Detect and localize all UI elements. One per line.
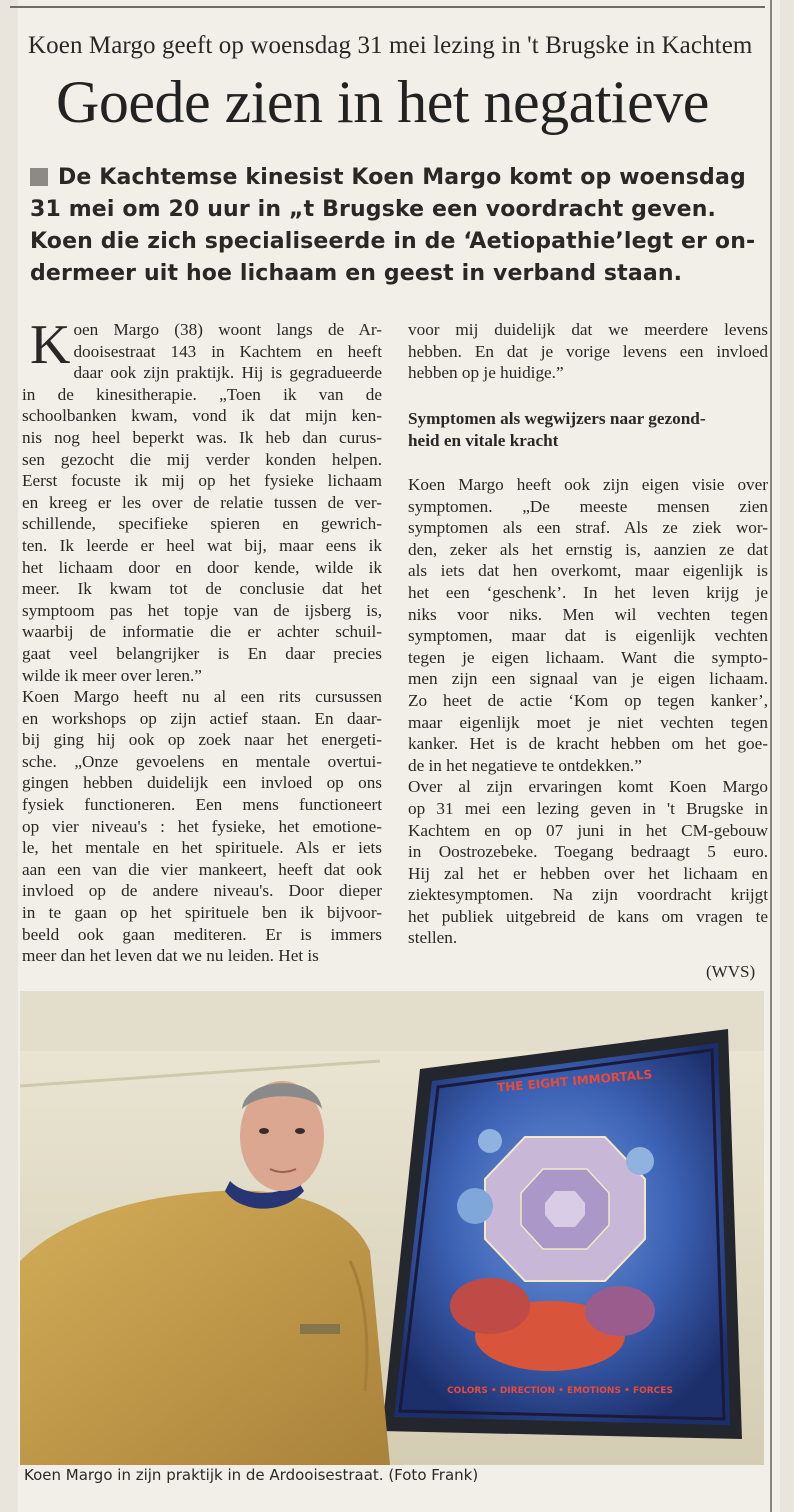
body-line: in te gaan op het spirituele ben ik bijvoor- bbox=[22, 903, 382, 923]
body-line: in de kinesitherapie. „Toen ik van de bbox=[22, 384, 382, 404]
body-column-1 bbox=[22, 314, 382, 967]
body-line: symptomen als een straf. Als ze ziek wor- bbox=[408, 518, 768, 538]
body-line: op vier niveau's : het fysieke, het emotione- bbox=[22, 816, 382, 836]
body-line: hebben. En dat je vorige levens een invloed bbox=[408, 341, 768, 361]
body-line: gingen hebben duidelijk een invloed op ons bbox=[22, 773, 382, 793]
lead-line: De Kachtemse kinesist Koen Margo komt op woensdag bbox=[58, 165, 746, 190]
lead-line: Koen die zich specialiseerde in de ‘Aetiopathie’legt er on- bbox=[30, 229, 756, 254]
body-line: schillende, specifieke spieren en gewrich- bbox=[22, 514, 382, 534]
body-line: het een ‘geschenk’. In het leven krijg je bbox=[408, 582, 768, 602]
body-line: wilde ik meer over leren.” bbox=[22, 665, 202, 685]
body-line: le, het mentale en het spirituele. Als er iets bbox=[22, 838, 382, 858]
body-line: Koen Margo heeft ook zijn eigen visie over bbox=[408, 475, 768, 494]
column-rule bbox=[770, 0, 772, 1512]
body-line: maar eigenlijk moet je niet vechten tegen bbox=[408, 712, 768, 732]
body-line: dooisestraat 143 in Kachtem en heeft bbox=[73, 341, 382, 361]
photo-caption: Koen Margo in zijn praktijk in de Ardooisestraat. (Foto Frank) bbox=[24, 1466, 479, 1484]
body-line: het publiek uitgebreid de kans om vragen te bbox=[408, 906, 768, 926]
body-line: symptomen, maar dat is eigenlijk vechten bbox=[408, 626, 768, 646]
body-line: schoolbanken kwam, vond ik dat mijn ken- bbox=[22, 406, 382, 426]
poster-title: THE EIGHT IMMORTALS bbox=[496, 1067, 653, 1095]
photo-illustration bbox=[20, 991, 764, 1465]
body-line: Koen Margo heeft nu al een rits cursussen bbox=[22, 687, 382, 707]
body-line: gaat veel belangrijker is En daar precies bbox=[22, 643, 382, 663]
body-line: oen Margo (38) woont langs de Ar- bbox=[73, 320, 382, 339]
body-line: fysiek functioneren. Een mens functioneert bbox=[22, 795, 382, 815]
body-line: Zo heet de actie ‘Kom op tegen kanker’, bbox=[408, 690, 768, 710]
subheading-line: heid en vitale kracht bbox=[408, 431, 559, 450]
body-line: niks voor niks. Men wil vechten tegen bbox=[408, 604, 768, 624]
body-column-1-text bbox=[22, 362, 382, 967]
body-line: nis nog heel beperkt was. Ik heb dan curus- bbox=[22, 427, 382, 447]
body-line: hebben op je huidige.” bbox=[408, 363, 564, 383]
body-line: en kreeg er les over de relatie tussen de ver- bbox=[22, 492, 382, 512]
body-line: tegen je eigen lichaam. Want die sympto- bbox=[408, 647, 768, 667]
body-line: Over al zijn ervaringen komt Koen Margo bbox=[408, 777, 768, 797]
body-line: ziektesymptomen. Na zijn voordracht krijgt bbox=[408, 885, 768, 905]
body-line: voor mij duidelijk dat we meerdere levens bbox=[408, 320, 768, 339]
body-line: Kachtem en op 07 juni in het CM-gebouw bbox=[408, 820, 768, 840]
headline: Goede zien in het negatieve bbox=[56, 69, 709, 135]
byline: (WVS) bbox=[706, 962, 756, 981]
body-line: de in het negatieve te ontdekken.” bbox=[408, 755, 642, 775]
body-line: het lichaam door en door kende, wilde ik bbox=[22, 557, 382, 577]
subheading bbox=[408, 408, 768, 452]
body-line: invloed op de andere niveau's. Door dieper bbox=[22, 881, 382, 901]
body-line: beeld ook gaan mediteren. Er is immers bbox=[22, 924, 382, 944]
body-line: meer dan het leven dat we nu leiden. Het is bbox=[22, 946, 319, 966]
body-line: men zijn een signaal van je eigen lichaam. bbox=[408, 669, 768, 689]
body-column-2-top bbox=[408, 319, 768, 384]
lead-line: dermeer uit hoe lichaam en geest in verband staan. bbox=[30, 261, 683, 286]
subheading-line: Symptomen als wegwijzers naar gezond- bbox=[408, 409, 706, 428]
body-line: sen gezocht die mij verder konden helpen. bbox=[22, 449, 382, 469]
body-line: den, zeker als het ernstig is, aanzien ze dat bbox=[408, 539, 768, 559]
body-column-2 bbox=[408, 474, 768, 949]
body-line: ten. Ik leerde er heel wat bij, maar eens ik bbox=[22, 535, 382, 555]
body-line: op 31 mei een lezing geven in 't Brugske in bbox=[408, 798, 768, 818]
body-line: stellen. bbox=[408, 928, 458, 948]
body-line: bij ging hij ook op zoek naar het energeti- bbox=[22, 730, 382, 750]
drop-cap: K bbox=[30, 314, 71, 376]
body-line: waarbij de informatie die er achter schuil- bbox=[22, 622, 382, 642]
body-line: Hij zal het er hebben over het lichaam en bbox=[408, 863, 768, 883]
body-line: in Oostrozebeke. Toegang bedraagt 5 euro. bbox=[408, 842, 768, 862]
body-line: aan een van die vier mankeert, heeft dat ook bbox=[22, 859, 382, 879]
top-rule bbox=[10, 6, 765, 8]
article-photo bbox=[20, 991, 764, 1465]
body-line: symptoom pas het topje van de ijsberg is, bbox=[22, 600, 382, 620]
lead-paragraph bbox=[30, 162, 770, 290]
body-line: en workshops op zijn actief staan. En daar- bbox=[22, 708, 382, 728]
body-line: meer. Ik kwam tot de conclusie dat het bbox=[22, 579, 382, 599]
lead-line: 31 mei om 20 uur in „t Brugske een voordracht geven. bbox=[30, 197, 717, 222]
body-line: symptomen. „De meeste mensen zien bbox=[408, 496, 768, 516]
body-line: sche. „Onze gevoelens en mentale overtui- bbox=[22, 751, 382, 771]
body-line: Eerst focuste ik mij op het fysieke lichaam bbox=[22, 471, 382, 491]
body-line: daar ook zijn praktijk. Hij is gegradueerde bbox=[73, 363, 382, 383]
body-line: kanker. Het is de kracht hebben om het goe- bbox=[408, 734, 768, 754]
body-line: als iets dat hen overkomt, maar eigenlijk is bbox=[408, 561, 768, 581]
poster-footer: COLORS • DIRECTION • EMOTIONS • FORCES bbox=[447, 1386, 673, 1396]
kicker: Koen Margo geeft op woensdag 31 mei lezing in 't Brugske in Kachtem bbox=[28, 32, 753, 59]
